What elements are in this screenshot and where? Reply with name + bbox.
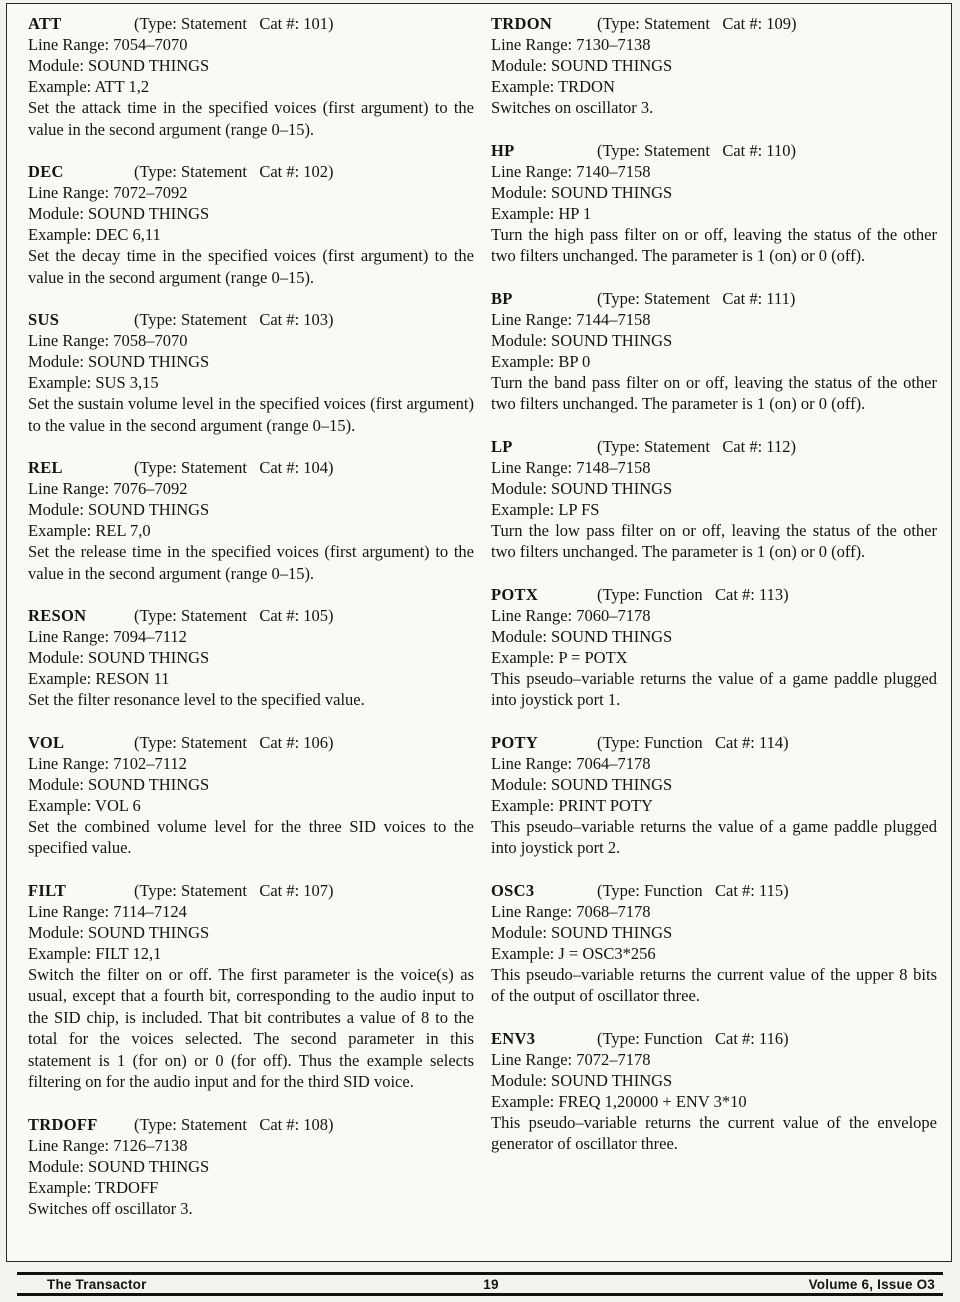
entry-header	[491, 880, 937, 901]
command-entry	[491, 584, 937, 711]
description: Turn the high pass filter on or off, leaving the status of the other two filters unchanged. The parameter is 1 (on) or 0 (off).	[491, 224, 937, 265]
example: Example: ATT 1,2	[28, 77, 150, 96]
module: Module: SOUND THINGS	[28, 56, 210, 75]
command-name: REL	[28, 458, 63, 477]
command-name: VOL	[28, 732, 65, 752]
command-entry	[28, 1114, 474, 1220]
description: This pseudo–variable returns the value of a game paddle plugged into joystick port 1.	[491, 668, 937, 709]
command-entry	[491, 13, 937, 119]
line-range: Line Range: 7094–7112	[28, 627, 187, 646]
module: Module: SOUND THINGS	[491, 478, 673, 498]
entry-header	[28, 309, 474, 330]
command-entry	[28, 457, 474, 584]
command-entry	[28, 13, 474, 140]
example: Example: P = POTX	[491, 647, 628, 667]
command-type-info: (Type: Statement Cat #: 104)	[134, 458, 334, 477]
example: Example: FILT 12,1	[28, 943, 162, 963]
example: Example: RESON 11	[28, 669, 170, 688]
module: Module: SOUND THINGS	[491, 182, 673, 202]
command-type-info: (Type: Function Cat #: 113)	[597, 584, 789, 604]
command-type-info: (Type: Statement Cat #: 107)	[134, 880, 334, 900]
command-type-info: (Type: Function Cat #: 114)	[597, 732, 789, 752]
description: Set the decay time in the specified voices (first argument) to the value in the second argument (range 0–15).	[28, 246, 474, 287]
description: Turn the band pass filter on or off, leaving the status of the other two filters unchanged. The parameter is 1 (on) or 0 (off).	[491, 372, 937, 413]
description: This pseudo–variable returns the value of a game paddle plugged into joystick port 2.	[491, 816, 937, 857]
command-name: TRDON	[491, 14, 553, 33]
entry-header	[28, 457, 474, 478]
command-name: POTX	[491, 584, 539, 604]
entry-header	[28, 161, 474, 182]
entry-header	[491, 140, 937, 161]
two-column-layout	[7, 4, 951, 1240]
line-range: Line Range: 7140–7158	[491, 161, 651, 181]
command-entry	[28, 309, 474, 436]
command-name: SUS	[28, 310, 60, 329]
entry-header	[491, 436, 937, 457]
command-name: TRDOFF	[28, 1114, 98, 1134]
entry-header	[28, 732, 474, 753]
command-type-info: (Type: Function Cat #: 116)	[597, 1028, 789, 1048]
example: Example: TRDON	[491, 77, 615, 96]
command-entry	[491, 288, 937, 415]
line-range: Line Range: 7064–7178	[491, 753, 651, 773]
example: Example: VOL 6	[28, 795, 141, 815]
line-range: Line Range: 7060–7178	[491, 605, 651, 625]
line-range: Line Range: 7148–7158	[491, 457, 651, 477]
module: Module: SOUND THINGS	[28, 648, 210, 667]
page-content-frame	[6, 3, 952, 1262]
command-name: OSC3	[491, 880, 535, 900]
command-entry	[491, 880, 937, 1007]
command-entry	[28, 605, 474, 711]
command-type-info: (Type: Statement Cat #: 103)	[134, 310, 334, 329]
command-entry	[491, 1028, 937, 1155]
command-type-info: (Type: Statement Cat #: 111)	[597, 288, 796, 308]
description: Switch the filter on or off. The first parameter is the voice(s) as usual, except that a fourth bit, corresponding to the audio input to the SID chip, is included. That bit contributes a value of 8 to the total for the voices selected. The second parameter in this statement is 1 (for on) or 0 (for off). Thus the example selects filtering on for the audio input and for the third SID voice.	[28, 964, 474, 1091]
module: Module: SOUND THINGS	[491, 1070, 673, 1090]
module: Module: SOUND THINGS	[491, 56, 673, 75]
example: Example: PRINT POTY	[491, 795, 653, 815]
command-name: FILT	[28, 880, 67, 900]
right-column	[491, 13, 937, 1240]
line-range: Line Range: 7072–7178	[491, 1049, 651, 1069]
command-type-info: (Type: Function Cat #: 115)	[597, 880, 789, 900]
description: Set the attack time in the specified voices (first argument) to the value in the second argument (range 0–15).	[28, 98, 474, 139]
module: Module: SOUND THINGS	[28, 352, 210, 371]
command-name: POTY	[491, 732, 539, 752]
description: Turn the low pass filter on or off, leaving the status of the other two filters unchanged. The parameter is 1 (on) or 0 (off).	[491, 520, 937, 561]
line-range: Line Range: 7076–7092	[28, 479, 188, 498]
example: Example: HP 1	[491, 203, 592, 223]
command-entry	[491, 436, 937, 563]
description: Set the sustain volume level in the specified voices (first argument) to the value in the second argument (range 0–15).	[28, 394, 474, 435]
line-range: Line Range: 7068–7178	[491, 901, 651, 921]
command-type-info: (Type: Statement Cat #: 112)	[597, 436, 796, 456]
command-name: HP	[491, 140, 515, 160]
command-entry	[491, 140, 937, 267]
description: This pseudo–variable returns the current value of the upper 8 bits of the output of oscillator three.	[491, 964, 937, 1005]
command-entry	[28, 161, 474, 288]
example: Example: SUS 3,15	[28, 373, 159, 392]
description: Set the release time in the specified voices (first argument) to the value in the second argument (range 0–15).	[28, 542, 474, 583]
command-type-info: (Type: Statement Cat #: 109)	[597, 14, 797, 33]
entry-header	[28, 13, 474, 34]
entry-header	[491, 288, 937, 309]
command-name: ENV3	[491, 1028, 536, 1048]
command-name: BP	[491, 288, 513, 308]
page-footer	[17, 1272, 943, 1296]
entry-header	[491, 1028, 937, 1049]
command-name: ATT	[28, 14, 62, 33]
command-name: RESON	[28, 606, 87, 625]
module: Module: SOUND THINGS	[28, 1156, 210, 1176]
entry-header	[28, 1114, 474, 1135]
issue-label: Volume 6, Issue O3	[808, 1276, 936, 1292]
line-range: Line Range: 7058–7070	[28, 331, 188, 350]
command-entry	[28, 880, 474, 1093]
line-range: Line Range: 7114–7124	[28, 901, 187, 921]
module: Module: SOUND THINGS	[28, 500, 210, 519]
line-range: Line Range: 7072–7092	[28, 183, 188, 202]
command-type-info: (Type: Statement Cat #: 110)	[597, 140, 796, 160]
entry-header	[491, 13, 937, 34]
module: Module: SOUND THINGS	[28, 204, 210, 223]
line-range: Line Range: 7102–7112	[28, 753, 187, 773]
command-type-info: (Type: Statement Cat #: 101)	[134, 14, 334, 33]
command-type-info: (Type: Statement Cat #: 105)	[134, 606, 334, 625]
description: Set the combined volume level for the three SID voices to the specified value.	[28, 816, 474, 857]
line-range: Line Range: 7126–7138	[28, 1135, 188, 1155]
example: Example: DEC 6,11	[28, 225, 161, 244]
line-range: Line Range: 7144–7158	[491, 309, 651, 329]
line-range: Line Range: 7130–7138	[491, 35, 651, 54]
command-type-info: (Type: Statement Cat #: 108)	[134, 1114, 334, 1134]
module: Module: SOUND THINGS	[28, 774, 210, 794]
entry-header	[28, 880, 474, 901]
module: Module: SOUND THINGS	[491, 626, 673, 646]
example: Example: FREQ 1,20000 + ENV 3*10	[491, 1091, 747, 1111]
module: Module: SOUND THINGS	[491, 774, 673, 794]
module: Module: SOUND THINGS	[28, 922, 210, 942]
description: Switches on oscillator 3.	[491, 98, 654, 117]
left-column	[28, 13, 474, 1240]
command-name: DEC	[28, 162, 64, 181]
entry-header	[491, 584, 937, 605]
example: Example: TRDOFF	[28, 1177, 159, 1197]
example: Example: LP FS	[491, 499, 600, 519]
command-entry	[28, 732, 474, 859]
example: Example: BP 0	[491, 351, 591, 371]
magazine-title: The Transactor	[47, 1276, 147, 1292]
command-type-info: (Type: Statement Cat #: 106)	[134, 732, 334, 752]
description: Set the filter resonance level to the specified value.	[28, 690, 365, 709]
command-entry	[491, 732, 937, 859]
module: Module: SOUND THINGS	[491, 330, 673, 350]
description: This pseudo–variable returns the current value of the envelope generator of oscillator three.	[491, 1112, 937, 1153]
example: Example: J = OSC3*256	[491, 943, 656, 963]
module: Module: SOUND THINGS	[491, 922, 673, 942]
entry-header	[28, 605, 474, 626]
description: Switches off oscillator 3.	[28, 1198, 193, 1218]
page-number: 19	[483, 1276, 499, 1292]
example: Example: REL 7,0	[28, 521, 151, 540]
entry-header	[491, 732, 937, 753]
line-range: Line Range: 7054–7070	[28, 35, 188, 54]
command-type-info: (Type: Statement Cat #: 102)	[134, 162, 334, 181]
command-name: LP	[491, 436, 513, 456]
